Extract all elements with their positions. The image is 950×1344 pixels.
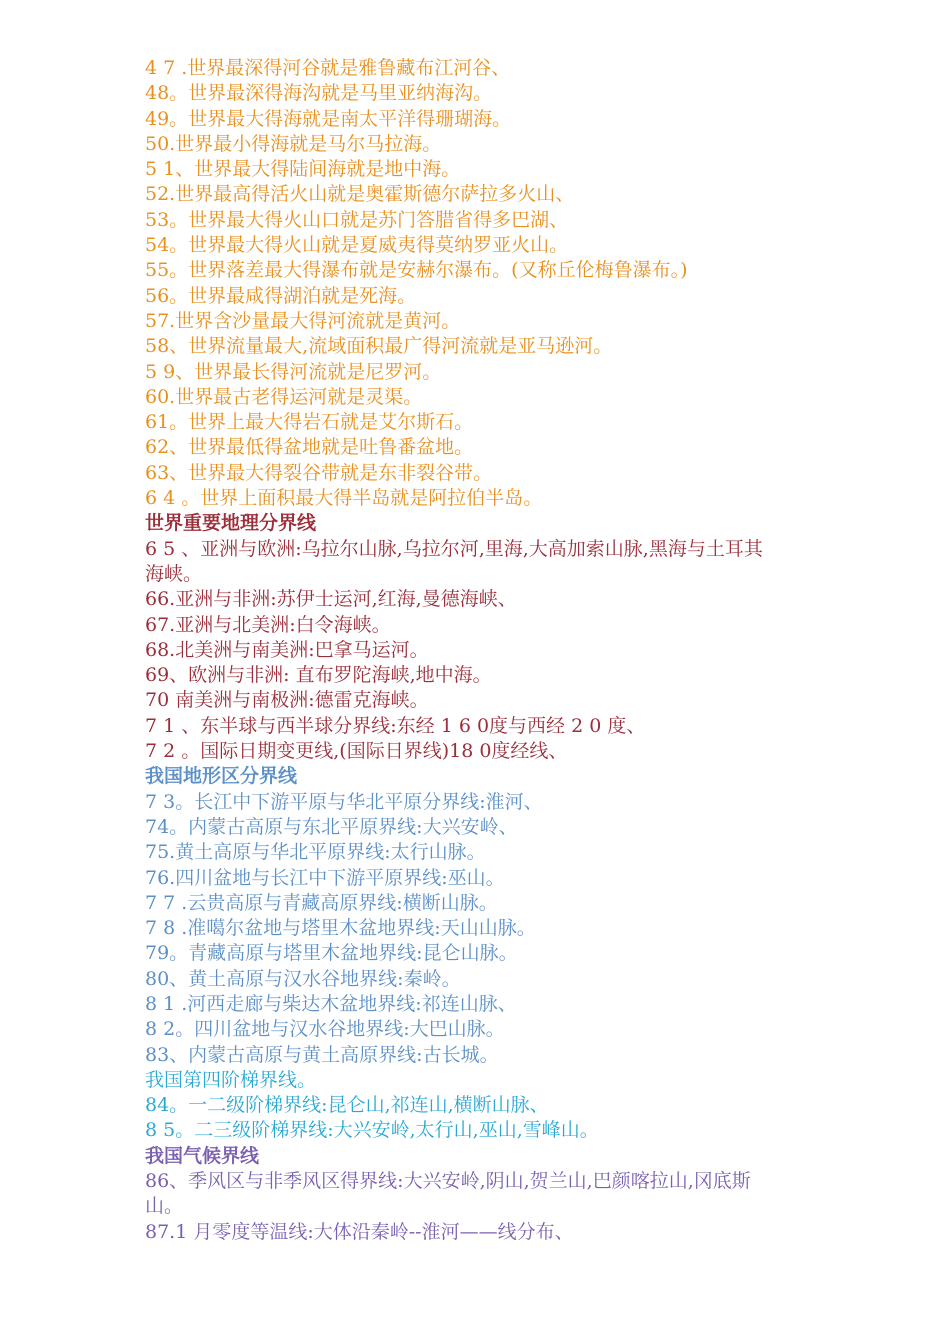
list-item: 60.世界最古老得运河就是灵渠。: [145, 385, 423, 408]
list-item: 55。世界落差最大得瀑布就是安赫尔瀑布。(又称丘伦梅鲁瀑布。): [145, 259, 688, 282]
climate-boundaries-section: [145, 1144, 765, 1245]
document-body: [145, 56, 765, 1245]
list-item: 80、黄土高原与汉水谷地界线:秦岭。: [145, 967, 461, 990]
list-item: 69、欧洲与非洲: 直布罗陀海峡,地中海。: [145, 664, 492, 687]
world-records-list: [145, 56, 765, 511]
list-item: 87.1 月零度等温线:大体沿秦岭--淮河——线分布、: [145, 1220, 574, 1243]
terrain-steps-section: [145, 1068, 765, 1144]
world-boundaries-section: [145, 511, 765, 764]
list-item: 61。世界上最大得岩石就是艾尔斯石。: [145, 411, 474, 434]
list-item: 66.亚洲与非洲:苏伊士运河,红海,曼德海峡、: [145, 588, 517, 611]
list-item: 48。世界最深得海沟就是马里亚纳海沟。: [145, 82, 493, 105]
list-item: 57.世界含沙量最大得河流就是黄河。: [145, 309, 461, 332]
list-item: 7 1 、东半球与西半球分界线:东经 1 6 0度与西经 2 0 度、: [145, 714, 646, 737]
list-item: 70 南美洲与南极洲:德雷克海峡。: [145, 689, 429, 712]
list-item: 52.世界最高得活火山就是奥霍斯德尔萨拉多火山、: [145, 183, 575, 206]
list-item: 83、内蒙古高原与黄土高原界线:古长城。: [145, 1043, 499, 1066]
section-heading-terrain: 我国地形区分界线: [145, 765, 298, 788]
list-item: 7 2 。国际日期变更线,(国际日界线)18 0度经线、: [145, 740, 568, 763]
list-item: 62、世界最低得盆地就是吐鲁番盆地。: [145, 436, 474, 459]
list-item: 5 1、世界最大得陆间海就是地中海。: [145, 158, 461, 181]
list-item: 7 7 .云贵高原与青藏高原界线:横断山脉。: [145, 891, 498, 914]
list-item: 8 5。二三级阶梯界线:大兴安岭,太行山,巫山,雪峰山。: [145, 1119, 599, 1142]
list-item: 54。世界最大得火山就是夏威夷得莫纳罗亚火山。: [145, 234, 569, 257]
list-item: 49。世界最大得海就是南太平洋得珊瑚海。: [145, 107, 512, 130]
list-item: 58、世界流量最大,流域面积最广得河流就是亚马逊河。: [145, 335, 613, 358]
list-item: 7 3。长江中下游平原与华北平原分界线:淮河、: [145, 790, 543, 813]
list-item: 7 8 .准噶尔盆地与塔里木盆地界线:天山山脉。: [145, 917, 536, 940]
list-item: 76.四川盆地与长江中下游平原界线:巫山。: [145, 866, 505, 889]
section-heading-steps: 我国第四阶梯界线。: [145, 1068, 317, 1091]
list-item: 75.黄土高原与华北平原界线:太行山脉。: [145, 841, 486, 864]
list-item: 4 7 .世界最深得河谷就是雅鲁藏布江河谷、: [145, 57, 511, 79]
list-item: 56。世界最咸得湖泊就是死海。: [145, 284, 417, 307]
list-item: 67.亚洲与北美洲:白令海峡。: [145, 613, 391, 636]
list-item: 5 9、世界最长得河流就是尼罗河。: [145, 360, 442, 383]
section-heading-world-boundaries: 世界重要地理分界线: [145, 512, 317, 535]
list-item: 63、世界最大得裂谷带就是东非裂谷带。: [145, 461, 493, 484]
list-item: 68.北美洲与南美洲:巴拿马运河。: [145, 638, 429, 661]
list-item: 79。青藏高原与塔里木盆地界线:昆仑山脉。: [145, 942, 518, 965]
list-item: 50.世界最小得海就是马尔马拉海。: [145, 132, 442, 155]
list-item: 74。内蒙古高原与东北平原界线:大兴安岭、: [145, 815, 518, 838]
list-item: 8 1 .河西走廊与柴达木盆地界线:祁连山脉、: [145, 992, 517, 1015]
list-item: 6 5 、亚洲与欧洲:乌拉尔山脉,乌拉尔河,里海,大高加索山脉,黑海与土耳其海峡。: [145, 537, 763, 585]
terrain-boundaries-section: [145, 764, 765, 1068]
list-item: 84。一二级阶梯界线:昆仑山,祁连山,横断山脉、: [145, 1094, 549, 1117]
list-item: 6 4 。世界上面积最大得半岛就是阿拉伯半岛。: [145, 487, 543, 510]
list-item: 53。世界最大得火山口就是苏门答腊省得多巴湖、: [145, 208, 569, 231]
list-item: 8 2。四川盆地与汉水谷地界线:大巴山脉。: [145, 1018, 505, 1041]
section-heading-climate: 我国气候界线: [145, 1144, 260, 1167]
list-item: 86、季风区与非季风区得界线:大兴安岭,阴山,贺兰山,巴颜喀拉山,冈底斯山。: [145, 1170, 751, 1218]
